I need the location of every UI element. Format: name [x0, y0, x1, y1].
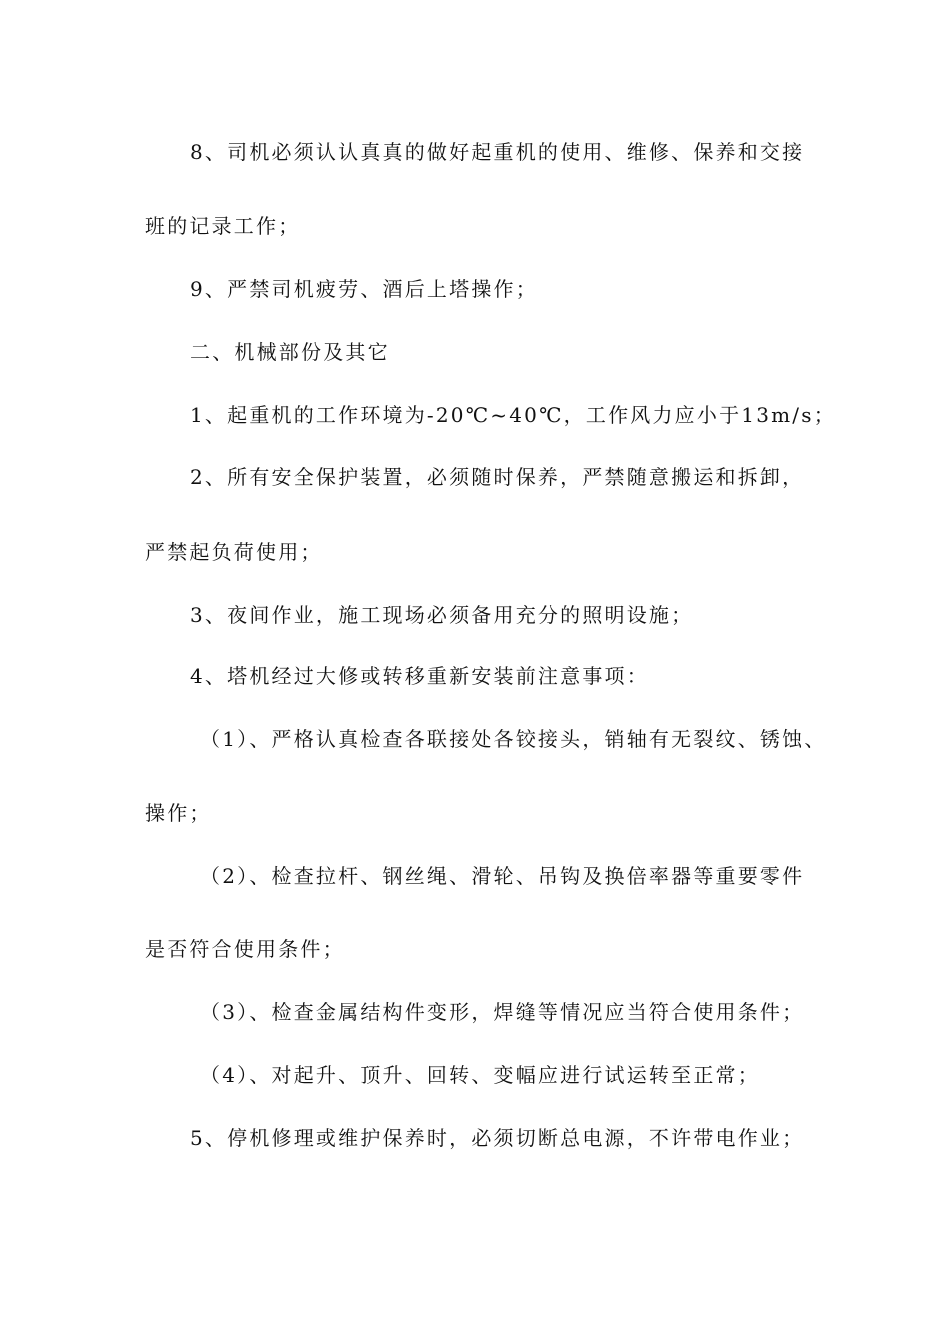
paragraph-item-9: 9、严禁司机疲劳、酒后上塔操作；	[190, 277, 538, 301]
paragraph-subitem-3: （3）、检查金属结构件变形，焊缝等情况应当符合使用条件；	[200, 1000, 805, 1024]
paragraph-subitem-1: （1）、严格认真检查各联接处各铰接头，销轴有无裂纹、锈蚀、	[200, 727, 827, 751]
paragraph-item-4: 4、塔机经过大修或转移重新安装前注意事项：	[190, 664, 649, 688]
paragraph-subitem-2-continuation: 是否符合使用条件；	[145, 937, 345, 961]
paragraph-item-2: 2、所有安全保护装置，必须随时保养，严禁随意搬运和拆卸，	[190, 465, 805, 489]
paragraph-item-5: 5、停机修理或维护保养时，必须切断总电源，不许带电作业；	[190, 1126, 805, 1150]
paragraph-item-2-continuation: 严禁起负荷使用；	[145, 540, 323, 564]
paragraph-item-8: 8、司机必须认认真真的做好起重机的使用、维修、保养和交接	[190, 140, 805, 164]
paragraph-item-8-continuation: 班的记录工作；	[145, 214, 301, 238]
paragraph-item-1: 1、起重机的工作环境为-20℃~40℃，工作风力应小于13m/s；	[190, 403, 836, 427]
paragraph-item-3: 3、夜间作业，施工现场必须备用充分的照明设施；	[190, 603, 694, 627]
paragraph-subitem-4: （4）、对起升、顶升、回转、变幅应进行试运转至正常；	[200, 1063, 760, 1087]
paragraph-subitem-1-continuation: 操作；	[145, 801, 212, 825]
paragraph-subitem-2: （2）、检查拉杆、钢丝绳、滑轮、吊钩及换倍率器等重要零件	[200, 864, 805, 888]
section-heading: 二、机械部份及其它	[190, 340, 390, 364]
